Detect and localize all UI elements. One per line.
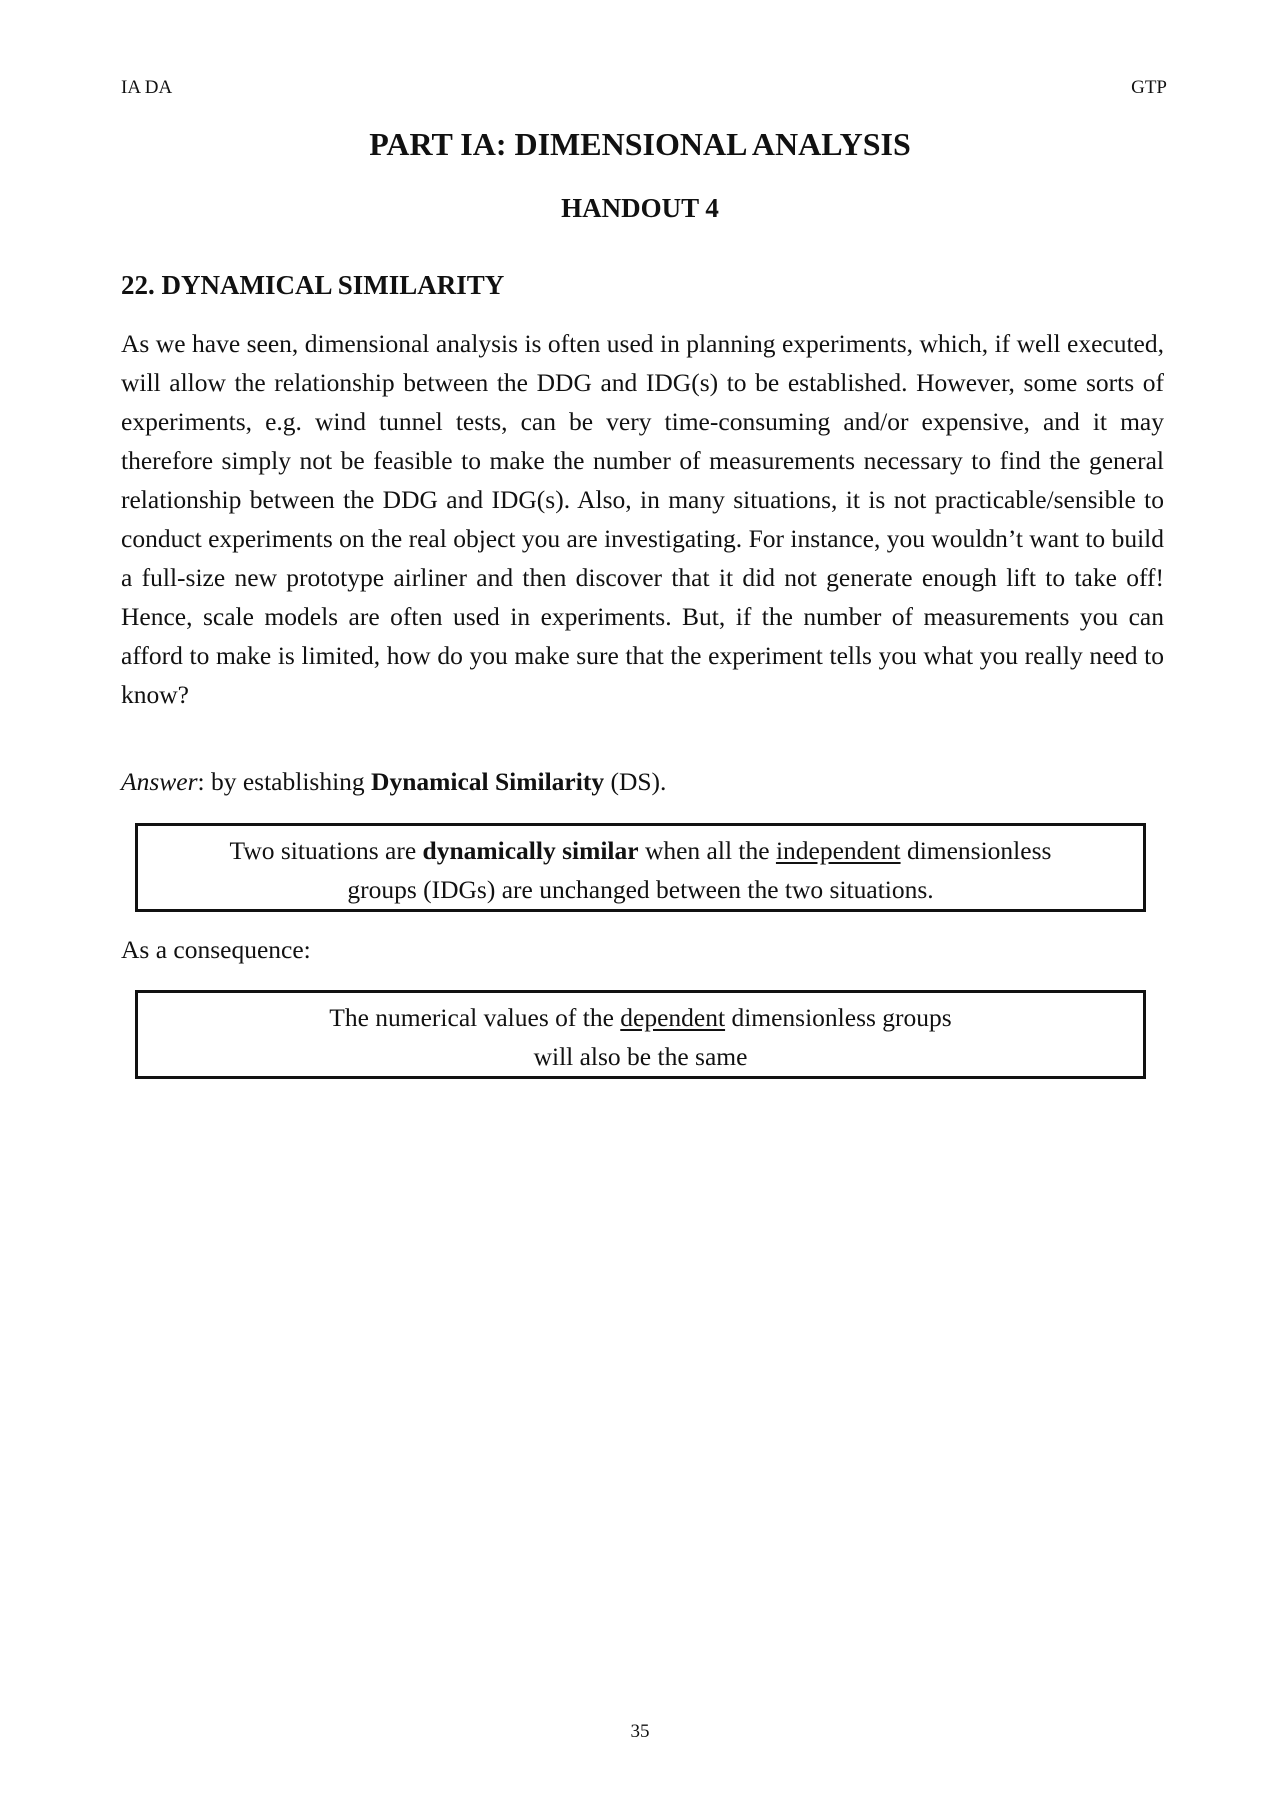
- consequence-underlined-term: dependent: [620, 1003, 726, 1032]
- answer-text-before: : by establishing: [197, 767, 372, 796]
- answer-bold-term: Dynamical Similarity: [371, 767, 605, 796]
- definition-underlined-term: independent: [775, 836, 901, 865]
- body-paragraph: As we have seen, dimensional analysis is often used in planning experiments, which, if well executed, will allow the relationship between the DDG and IDG(s) to be established. However, some sorts of experiments, e.g. wind tunnel tests, can be very time-consuming and/or expensive, and it may therefore simply not be feasible to make the number of measurements necessary to find the general relationship between the DDG and IDG(s). Also, in many situations, it is not practicable/sensible to conduct experiments on the real object you are investigating. For instance, you wouldn’t want to build a full-size new prototype airliner and then discover that it did not generate enough lift to take off! Hence, scale models are often used in experiments. But, if the number of measurements you can afford to make is limited, how do you make sure that the experiment tells you what you really need to know?: [121, 329, 1164, 709]
- consequence-intro: As a consequence:: [121, 935, 311, 964]
- consequence-line-1: [138, 998, 1143, 1037]
- consequence-text-1: The numerical values of the: [329, 1003, 621, 1032]
- definition-line-1: [138, 831, 1143, 870]
- definition-text-1: Two situations are: [229, 836, 423, 865]
- page-number: 35: [630, 1721, 650, 1742]
- page-subtitle: HANDOUT 4: [561, 193, 719, 223]
- answer-text-after: (DS).: [604, 767, 667, 796]
- definition-bold-term: dynamically similar: [422, 836, 639, 865]
- answer-label: Answer: [121, 767, 198, 796]
- section-heading: 22. DYNAMICAL SIMILARITY: [121, 270, 505, 300]
- definition-box: [135, 823, 1146, 912]
- page-title: PART IA: DIMENSIONAL ANALYSIS: [369, 126, 911, 162]
- running-head-left: IA DA: [121, 77, 173, 98]
- consequence-box: [135, 990, 1146, 1079]
- definition-line-2: groups (IDGs) are unchanged between the two situations.: [347, 875, 934, 904]
- definition-text-3: dimensionless: [900, 836, 1052, 865]
- consequence-text-2: dimensionless groups: [725, 1003, 952, 1032]
- definition-text-2: when all the: [638, 836, 776, 865]
- answer-line: [121, 765, 666, 799]
- running-head-right: GTP: [1131, 77, 1167, 98]
- consequence-line-2: will also be the same: [533, 1042, 748, 1071]
